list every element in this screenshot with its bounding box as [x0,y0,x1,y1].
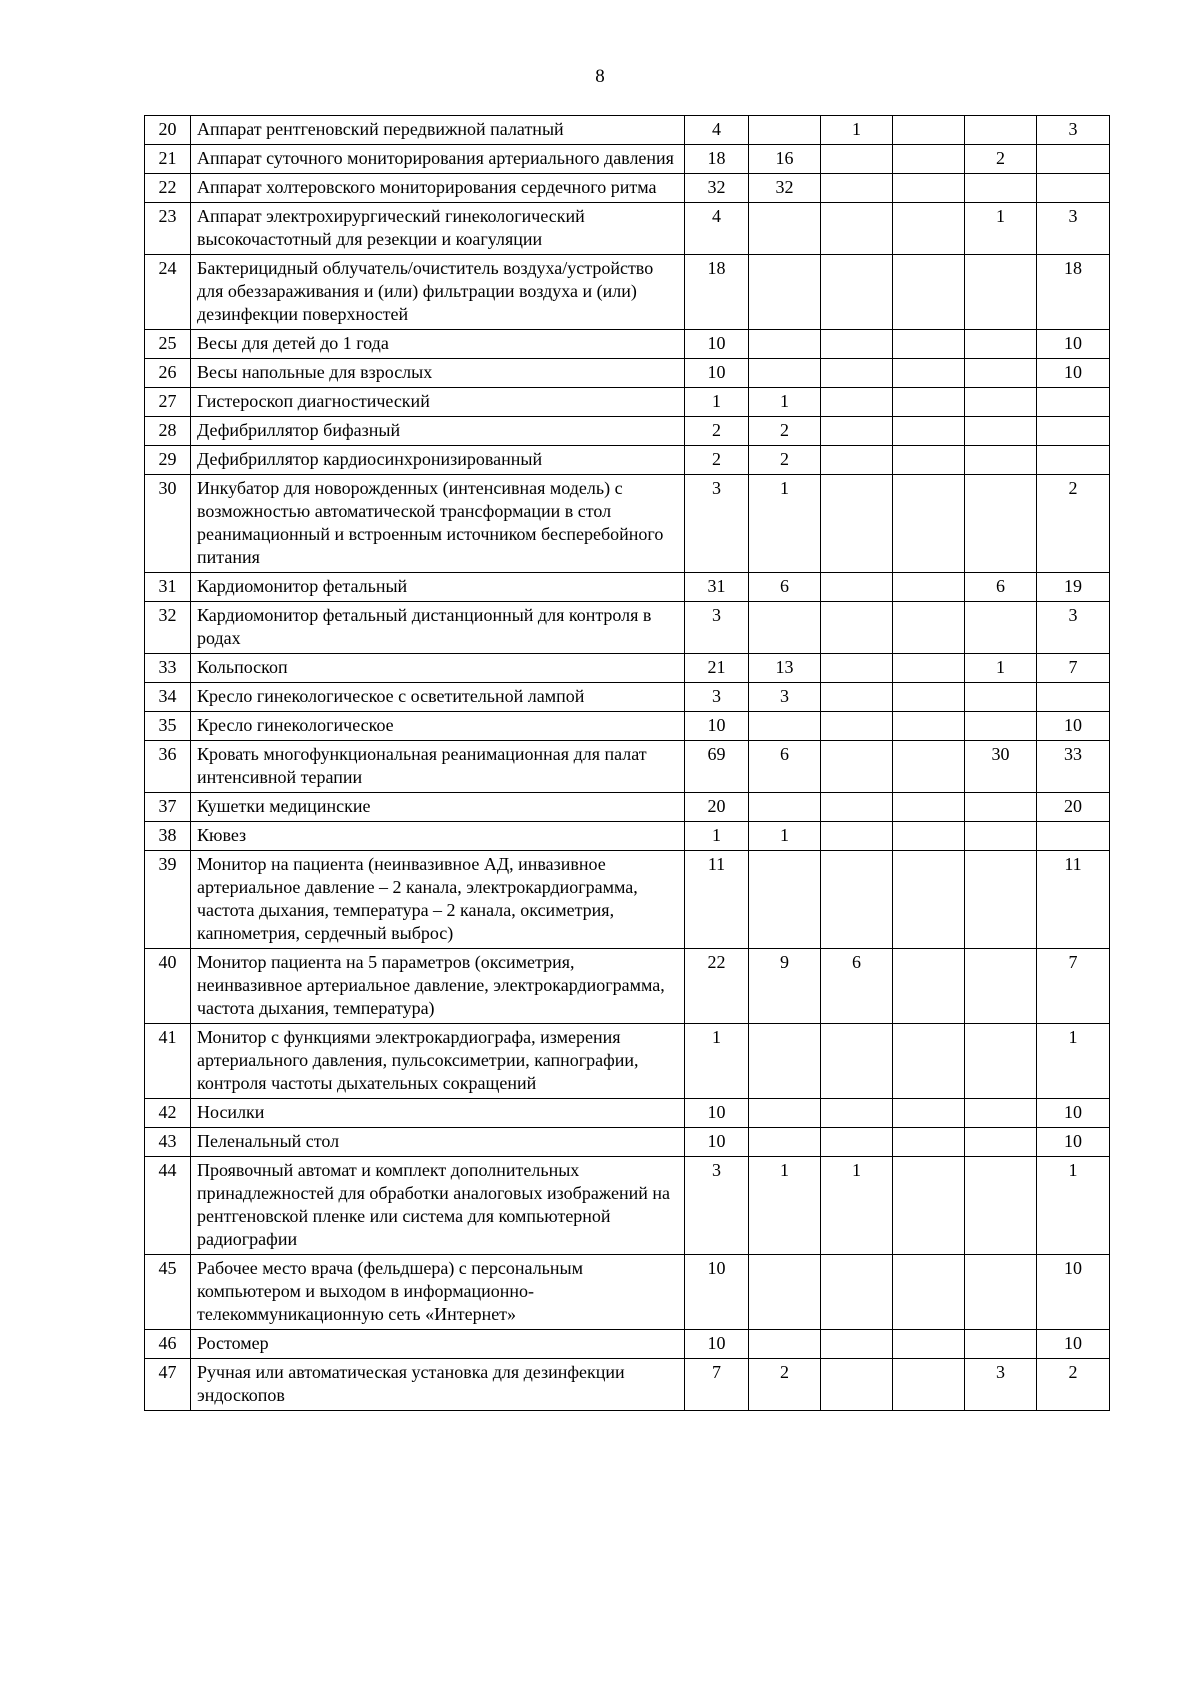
table-row [145,741,1110,793]
quantity-cell-6 [1037,174,1110,203]
table-row [145,359,1110,388]
quantity-cell-3 [821,359,893,388]
quantity-cell-6 [1037,145,1110,174]
quantity-cell-3 [821,822,893,851]
row-number-cell: 42 [145,1099,191,1128]
quantity-cell-1: 69 [685,741,749,793]
quantity-cell-6: 20 [1037,793,1110,822]
equipment-name-cell: Монитор пациента на 5 параметров (оксиметрия, неинвазивное артериальное давление, электрокардиограмма, частота дыхания, температура) [191,949,685,1024]
quantity-cell-6: 10 [1037,1128,1110,1157]
quantity-cell-1: 2 [685,417,749,446]
quantity-cell-1: 10 [685,1128,749,1157]
quantity-cell-2 [749,1024,821,1099]
quantity-cell-2: 13 [749,654,821,683]
quantity-cell-4 [893,174,965,203]
row-number-cell: 25 [145,330,191,359]
equipment-name-cell: Аппарат холтеровского мониторирования сердечного ритма [191,174,685,203]
table-row [145,145,1110,174]
quantity-cell-1: 22 [685,949,749,1024]
quantity-cell-5 [965,1024,1037,1099]
quantity-cell-5: 30 [965,741,1037,793]
equipment-name-cell: Гистероскоп диагностический [191,388,685,417]
table-row [145,1359,1110,1411]
quantity-cell-2 [749,793,821,822]
quantity-cell-3 [821,1359,893,1411]
row-number-cell: 27 [145,388,191,417]
equipment-name-cell: Пеленальный стол [191,1128,685,1157]
quantity-cell-1: 10 [685,1255,749,1330]
quantity-cell-6 [1037,822,1110,851]
quantity-cell-1: 7 [685,1359,749,1411]
quantity-cell-1: 1 [685,1024,749,1099]
row-number-cell: 21 [145,145,191,174]
quantity-cell-1: 3 [685,683,749,712]
row-number-cell: 40 [145,949,191,1024]
quantity-cell-6: 7 [1037,654,1110,683]
quantity-cell-2: 32 [749,174,821,203]
quantity-cell-6: 3 [1037,203,1110,255]
quantity-cell-2 [749,203,821,255]
quantity-cell-2: 1 [749,822,821,851]
quantity-cell-3 [821,174,893,203]
equipment-name-cell: Инкубатор для новорожденных (интенсивная модель) с возможностью автоматической трансформации в стол реанимационный и встроенным источником бесперебойного питания [191,475,685,573]
quantity-cell-1: 31 [685,573,749,602]
quantity-cell-3 [821,475,893,573]
table-row [145,654,1110,683]
quantity-cell-4 [893,712,965,741]
quantity-cell-5 [965,1099,1037,1128]
quantity-cell-3 [821,145,893,174]
quantity-cell-3: 1 [821,116,893,145]
quantity-cell-5 [965,1255,1037,1330]
quantity-cell-4 [893,330,965,359]
quantity-cell-1: 18 [685,145,749,174]
quantity-cell-3 [821,654,893,683]
row-number-cell: 39 [145,851,191,949]
quantity-cell-3 [821,741,893,793]
quantity-cell-3 [821,851,893,949]
quantity-cell-4 [893,145,965,174]
table-row [145,573,1110,602]
quantity-cell-5 [965,1157,1037,1255]
quantity-cell-1: 11 [685,851,749,949]
quantity-cell-4 [893,654,965,683]
quantity-cell-6: 33 [1037,741,1110,793]
row-number-cell: 47 [145,1359,191,1411]
quantity-cell-2 [749,255,821,330]
equipment-name-cell: Дефибриллятор кардиосинхронизированный [191,446,685,475]
quantity-cell-4 [893,203,965,255]
quantity-cell-4 [893,949,965,1024]
quantity-cell-1: 10 [685,1330,749,1359]
quantity-cell-5 [965,388,1037,417]
quantity-cell-3 [821,1099,893,1128]
row-number-cell: 20 [145,116,191,145]
quantity-cell-2: 16 [749,145,821,174]
table-row [145,683,1110,712]
quantity-cell-1: 3 [685,1157,749,1255]
quantity-cell-3: 1 [821,1157,893,1255]
row-number-cell: 22 [145,174,191,203]
quantity-cell-1: 32 [685,174,749,203]
quantity-cell-4 [893,1330,965,1359]
quantity-cell-3 [821,602,893,654]
quantity-cell-2 [749,1255,821,1330]
row-number-cell: 35 [145,712,191,741]
equipment-name-cell: Проявочный автомат и комплект дополнительных принадлежностей для обработки аналоговых изображений на рентгеновской пленке или система для компьютерной радиографии [191,1157,685,1255]
row-number-cell: 44 [145,1157,191,1255]
quantity-cell-4 [893,851,965,949]
quantity-cell-2 [749,712,821,741]
quantity-cell-6 [1037,683,1110,712]
quantity-cell-1: 2 [685,446,749,475]
quantity-cell-6: 10 [1037,1330,1110,1359]
quantity-cell-2: 6 [749,741,821,793]
quantity-cell-2: 2 [749,1359,821,1411]
quantity-cell-2 [749,116,821,145]
quantity-cell-2 [749,851,821,949]
table-row [145,417,1110,446]
quantity-cell-1: 10 [685,330,749,359]
quantity-cell-4 [893,388,965,417]
row-number-cell: 32 [145,602,191,654]
equipment-name-cell: Весы для детей до 1 года [191,330,685,359]
equipment-name-cell: Кресло гинекологическое [191,712,685,741]
equipment-name-cell: Аппарат рентгеновский передвижной палатный [191,116,685,145]
table-row [145,203,1110,255]
table-row [145,1024,1110,1099]
quantity-cell-2 [749,1330,821,1359]
row-number-cell: 41 [145,1024,191,1099]
quantity-cell-2 [749,330,821,359]
quantity-cell-3: 6 [821,949,893,1024]
quantity-cell-3 [821,255,893,330]
quantity-cell-5 [965,330,1037,359]
equipment-name-cell: Кольпоскоп [191,654,685,683]
quantity-cell-5: 1 [965,203,1037,255]
quantity-cell-5: 6 [965,573,1037,602]
quantity-cell-4 [893,417,965,446]
quantity-cell-5 [965,116,1037,145]
quantity-cell-3 [821,1255,893,1330]
quantity-cell-1: 1 [685,388,749,417]
quantity-cell-6: 10 [1037,1099,1110,1128]
quantity-cell-4 [893,573,965,602]
quantity-cell-6: 10 [1037,359,1110,388]
row-number-cell: 34 [145,683,191,712]
quantity-cell-1: 10 [685,712,749,741]
quantity-cell-4 [893,1255,965,1330]
page-number: 8 [595,66,605,87]
table-row [145,446,1110,475]
quantity-cell-3 [821,683,893,712]
quantity-cell-3 [821,330,893,359]
quantity-cell-6 [1037,388,1110,417]
row-number-cell: 24 [145,255,191,330]
quantity-cell-3 [821,388,893,417]
quantity-cell-1: 4 [685,203,749,255]
equipment-name-cell: Весы напольные для взрослых [191,359,685,388]
quantity-cell-5 [965,602,1037,654]
quantity-cell-6 [1037,446,1110,475]
quantity-cell-1: 10 [685,1099,749,1128]
quantity-cell-5 [965,712,1037,741]
quantity-cell-2 [749,359,821,388]
quantity-cell-6: 3 [1037,116,1110,145]
table-row [145,388,1110,417]
quantity-cell-2: 6 [749,573,821,602]
quantity-cell-4 [893,475,965,573]
quantity-cell-6: 10 [1037,330,1110,359]
table-row [145,1128,1110,1157]
quantity-cell-4 [893,683,965,712]
equipment-name-cell: Рабочее место врача (фельдшера) с персональным компьютером и выходом в информационно-телекоммуникационную сеть «Интернет» [191,1255,685,1330]
row-number-cell: 37 [145,793,191,822]
row-number-cell: 38 [145,822,191,851]
table-row [145,602,1110,654]
quantity-cell-6: 1 [1037,1157,1110,1255]
row-number-cell: 30 [145,475,191,573]
quantity-cell-5 [965,255,1037,330]
quantity-cell-2: 9 [749,949,821,1024]
quantity-cell-2 [749,602,821,654]
quantity-cell-3 [821,573,893,602]
quantity-cell-2: 3 [749,683,821,712]
quantity-cell-2: 2 [749,417,821,446]
quantity-cell-4 [893,1024,965,1099]
quantity-cell-5 [965,949,1037,1024]
equipment-table [144,115,1110,1411]
quantity-cell-5 [965,1128,1037,1157]
quantity-cell-4 [893,255,965,330]
quantity-cell-2: 2 [749,446,821,475]
quantity-cell-2 [749,1099,821,1128]
quantity-cell-2: 1 [749,1157,821,1255]
row-number-cell: 28 [145,417,191,446]
quantity-cell-3 [821,712,893,741]
table-row [145,475,1110,573]
quantity-cell-5 [965,359,1037,388]
row-number-cell: 31 [145,573,191,602]
quantity-cell-4 [893,359,965,388]
quantity-cell-6: 1 [1037,1024,1110,1099]
quantity-cell-3 [821,203,893,255]
quantity-cell-1: 4 [685,116,749,145]
row-number-cell: 46 [145,1330,191,1359]
quantity-cell-5 [965,417,1037,446]
table-row [145,851,1110,949]
row-number-cell: 36 [145,741,191,793]
quantity-cell-1: 20 [685,793,749,822]
quantity-cell-4 [893,602,965,654]
equipment-name-cell: Аппарат электрохирургический гинекологический высокочастотный для резекции и коагуляции [191,203,685,255]
equipment-name-cell: Кювез [191,822,685,851]
equipment-name-cell: Кровать многофункциональная реанимационная для палат интенсивной терапии [191,741,685,793]
equipment-name-cell: Носилки [191,1099,685,1128]
quantity-cell-6 [1037,417,1110,446]
quantity-cell-3 [821,417,893,446]
row-number-cell: 43 [145,1128,191,1157]
quantity-cell-5 [965,822,1037,851]
quantity-cell-6: 18 [1037,255,1110,330]
quantity-cell-1: 10 [685,359,749,388]
row-number-cell: 23 [145,203,191,255]
quantity-cell-3 [821,1024,893,1099]
equipment-name-cell: Кушетки медицинские [191,793,685,822]
quantity-cell-1: 3 [685,602,749,654]
quantity-cell-6: 7 [1037,949,1110,1024]
equipment-name-cell: Дефибриллятор бифазный [191,417,685,446]
quantity-cell-6: 10 [1037,712,1110,741]
quantity-cell-4 [893,741,965,793]
row-number-cell: 29 [145,446,191,475]
quantity-cell-4 [893,446,965,475]
equipment-name-cell: Ручная или автоматическая установка для дезинфекции эндоскопов [191,1359,685,1411]
row-number-cell: 33 [145,654,191,683]
quantity-cell-6: 2 [1037,475,1110,573]
row-number-cell: 26 [145,359,191,388]
quantity-cell-5 [965,1330,1037,1359]
quantity-cell-4 [893,1359,965,1411]
quantity-cell-6: 19 [1037,573,1110,602]
quantity-cell-6: 10 [1037,1255,1110,1330]
quantity-cell-5: 1 [965,654,1037,683]
table-row [145,1157,1110,1255]
equipment-name-cell: Бактерицидный облучатель/очиститель воздуха/устройство для обеззараживания и (или) фильтрации воздуха и (или) дезинфекции поверхностей [191,255,685,330]
equipment-name-cell: Монитор с функциями электрокардиографа, измерения артериального давления, пульсоксиметрии, капнографии, контроля частоты дыхательных сокращений [191,1024,685,1099]
table-row [145,822,1110,851]
quantity-cell-1: 3 [685,475,749,573]
quantity-cell-5 [965,851,1037,949]
quantity-cell-5: 2 [965,145,1037,174]
equipment-name-cell: Ростомер [191,1330,685,1359]
equipment-name-cell: Кресло гинекологическое с осветительной лампой [191,683,685,712]
quantity-cell-2 [749,1128,821,1157]
quantity-cell-6: 3 [1037,602,1110,654]
quantity-cell-5 [965,475,1037,573]
quantity-cell-4 [893,1157,965,1255]
quantity-cell-5 [965,174,1037,203]
equipment-name-cell: Аппарат суточного мониторирования артериального давления [191,145,685,174]
quantity-cell-3 [821,446,893,475]
quantity-cell-1: 1 [685,822,749,851]
quantity-cell-5 [965,683,1037,712]
quantity-cell-6: 11 [1037,851,1110,949]
equipment-name-cell: Кардиомонитор фетальный дистанционный для контроля в родах [191,602,685,654]
table-row [145,1099,1110,1128]
quantity-cell-3 [821,1330,893,1359]
quantity-cell-3 [821,1128,893,1157]
table-row [145,174,1110,203]
table-row [145,116,1110,145]
quantity-cell-5 [965,793,1037,822]
quantity-cell-4 [893,1128,965,1157]
table-row [145,330,1110,359]
quantity-cell-4 [893,793,965,822]
quantity-cell-4 [893,822,965,851]
quantity-cell-6: 2 [1037,1359,1110,1411]
quantity-cell-1: 18 [685,255,749,330]
table-row [145,949,1110,1024]
equipment-table-body [145,116,1110,1411]
table-row [145,1330,1110,1359]
equipment-name-cell: Монитор на пациента (неинвазивное АД, инвазивное артериальное давление – 2 канала, электрокардиограмма, частота дыхания, температура – 2 канала, оксиметрия, капнометрия, сердечный выброс) [191,851,685,949]
table-row [145,712,1110,741]
quantity-cell-4 [893,1099,965,1128]
quantity-cell-1: 21 [685,654,749,683]
row-number-cell: 45 [145,1255,191,1330]
quantity-cell-3 [821,793,893,822]
table-row [145,255,1110,330]
quantity-cell-5 [965,446,1037,475]
quantity-cell-5: 3 [965,1359,1037,1411]
quantity-cell-2: 1 [749,388,821,417]
quantity-cell-2: 1 [749,475,821,573]
table-row [145,793,1110,822]
quantity-cell-4 [893,116,965,145]
table-row [145,1255,1110,1330]
equipment-name-cell: Кардиомонитор фетальный [191,573,685,602]
